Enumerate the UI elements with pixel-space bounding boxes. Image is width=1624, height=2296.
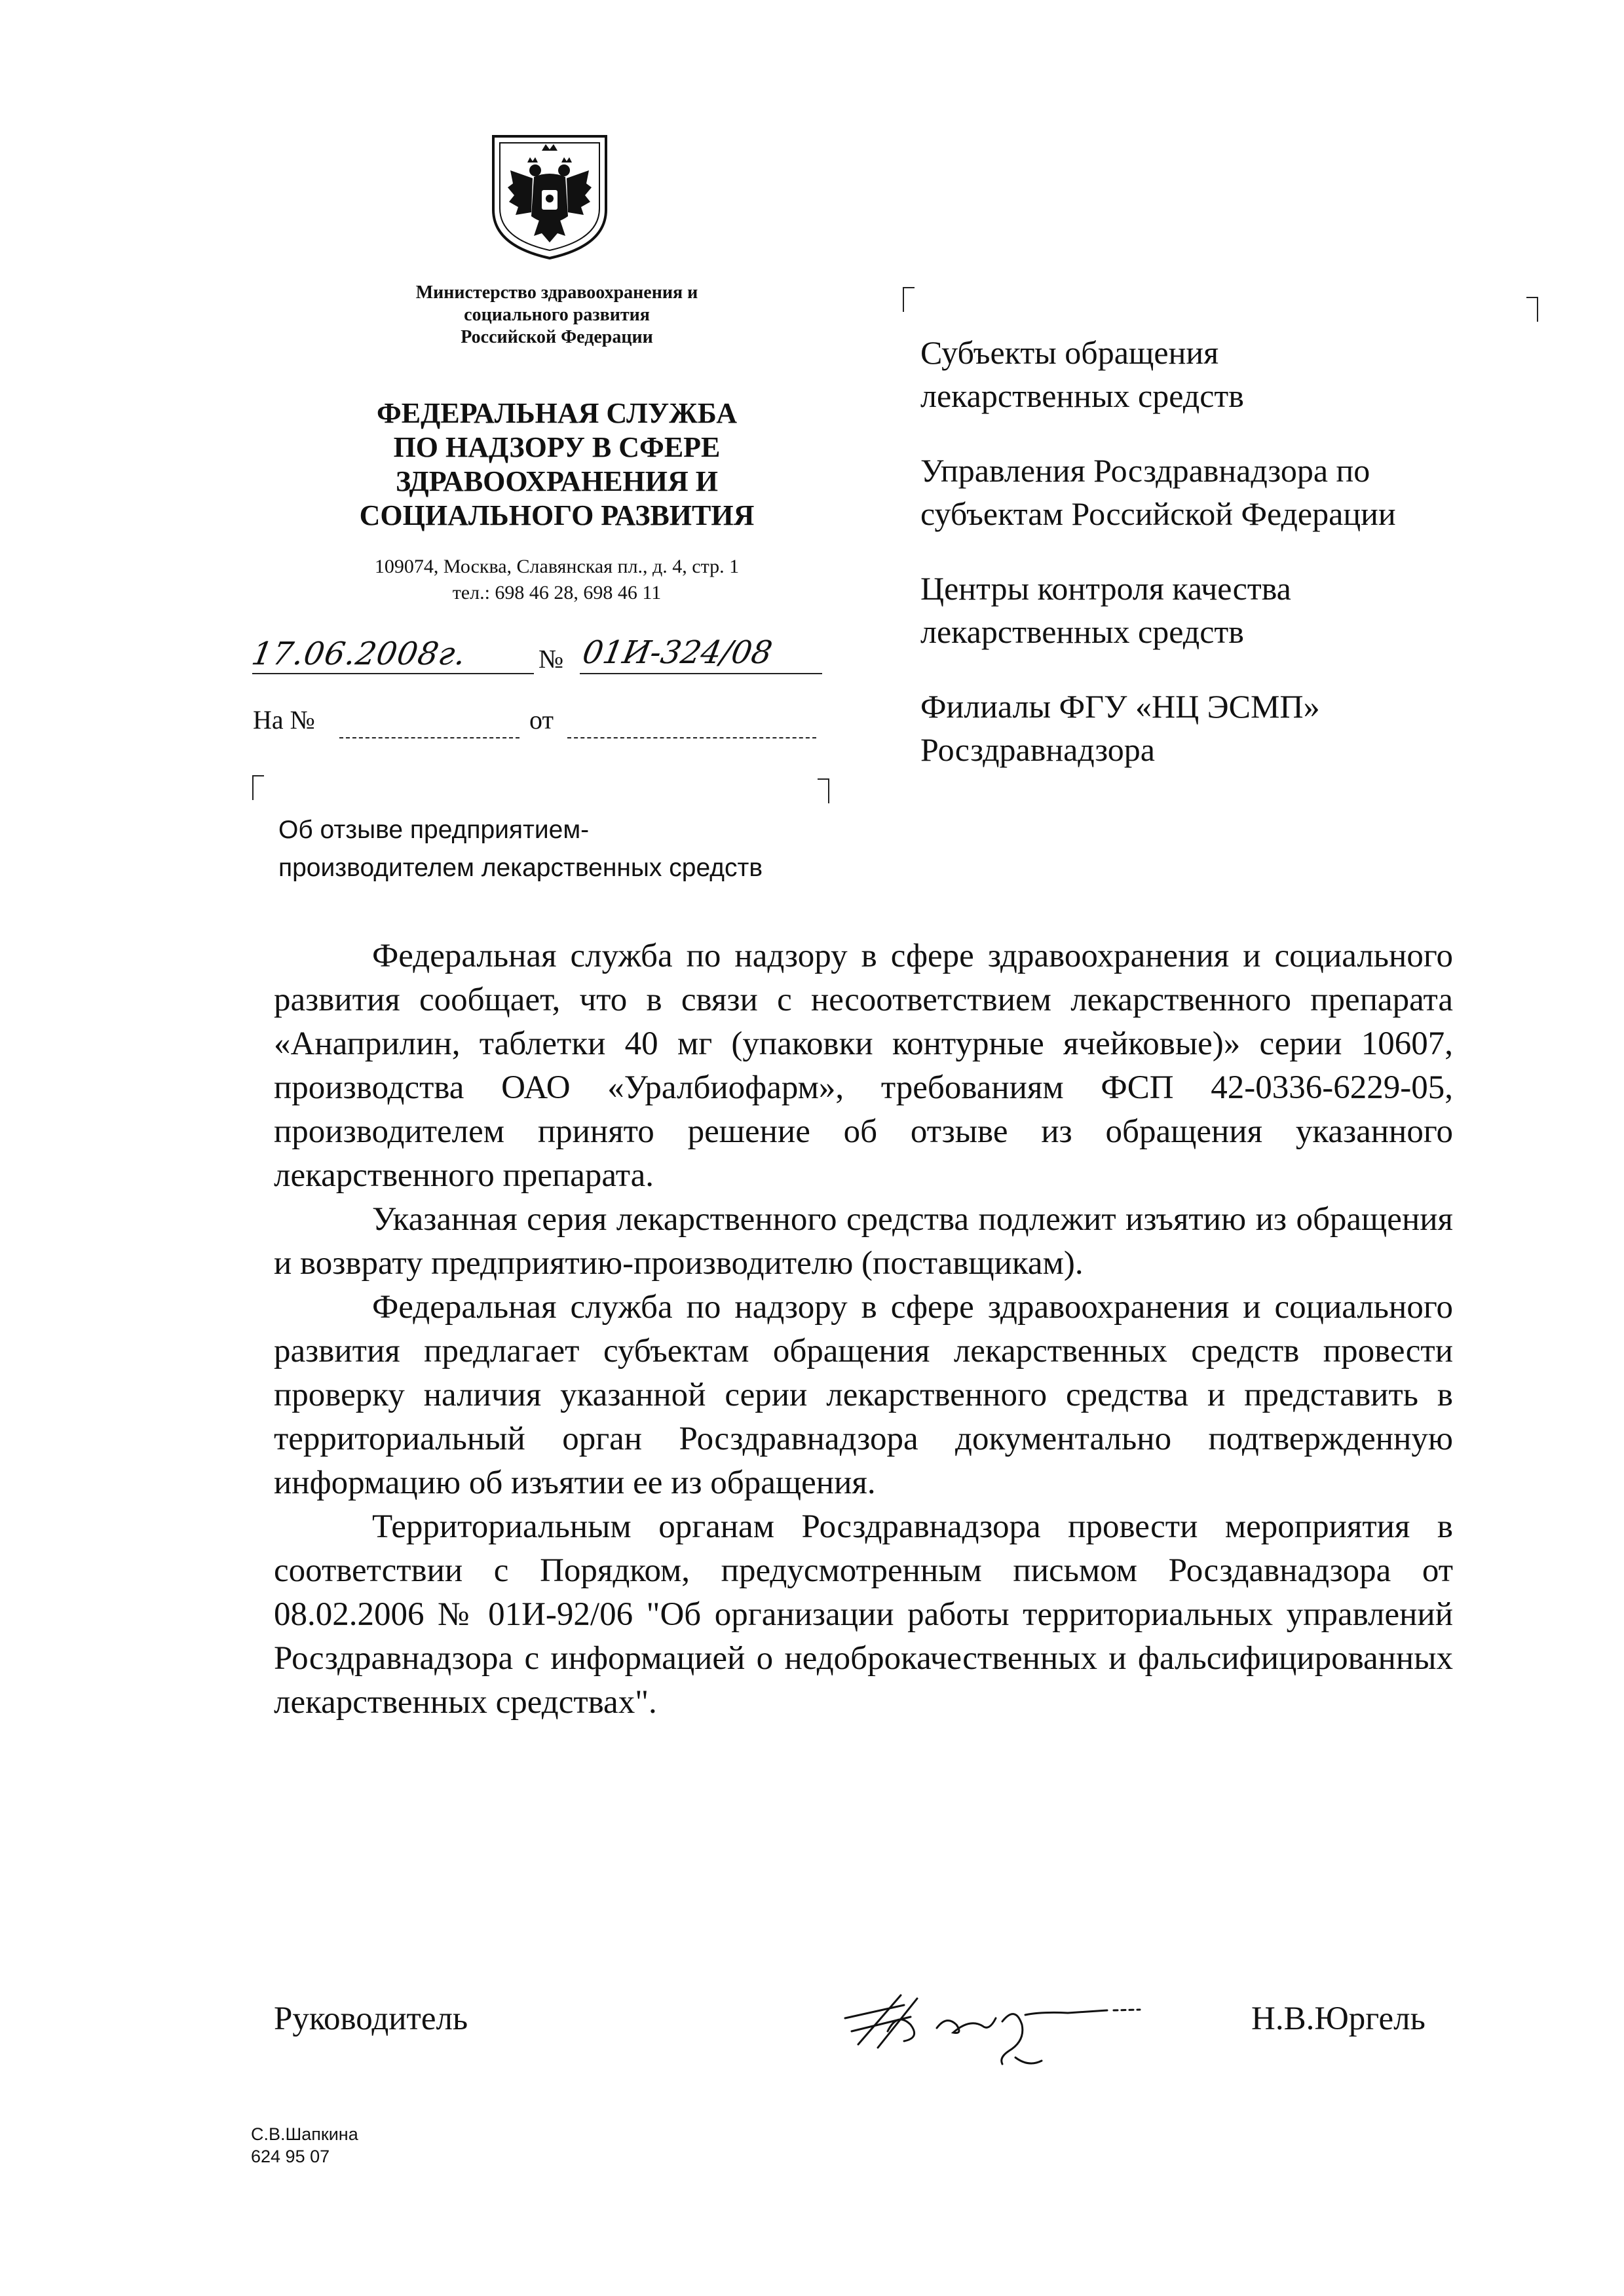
- service-line: ФЕДЕРАЛЬНАЯ СЛУЖБА: [377, 397, 737, 429]
- executor-phone: 624 95 07: [251, 2147, 330, 2166]
- service-address: [288, 554, 825, 606]
- number-underline: [580, 673, 822, 674]
- body-paragraph: Территориальным органам Росздравнадзора провести мероприятия в соответствии с Порядком, предусмотренным письмом Росздавнадзора от 08.02.2006 № 01И-92/06 "Об организации работы территориальных управлений Росздравнадзора с информацией о недоброкачественных и фальсифицированных лекарственных средствах".: [274, 1508, 1453, 1721]
- addressee-item: [920, 685, 1576, 771]
- number-label: №: [538, 644, 564, 674]
- from-label: от: [529, 705, 554, 735]
- handwritten-signature-icon: [832, 1979, 1225, 2077]
- body-paragraph: Федеральная служба по надзору в сфере здравоохранения и социального развития сообщает, что в связи с несоответствием лекарственного препарата «Анаприлин, таблетки 40 мг (упаковки контурные ячейковые)» серии 10607, производства ОАО «Уралбиофарм», требованиям ФСП 42-0336-6229-05, производителем принято решение об отзыве из обращения указанного лекарственного препарата.: [274, 938, 1453, 1194]
- address-line: тел.: 698 46 28, 698 46 11: [452, 582, 662, 603]
- addressee-line: лекарственных средств: [920, 377, 1244, 414]
- addressee-line: Росздравнадзора: [920, 731, 1155, 768]
- addressee-line: лекарственных средств: [920, 613, 1244, 650]
- registration-date: 17.06.2008г.: [249, 636, 470, 672]
- ministry-line: Российской Федерации: [461, 327, 653, 347]
- letter-subject: [278, 811, 868, 887]
- addressee-line: Филиалы ФГУ «НЦ ЭСМП»: [920, 688, 1320, 725]
- subject-bracket-right: [818, 778, 829, 803]
- service-name: [295, 396, 819, 533]
- reference-row: [253, 704, 315, 735]
- signatory-role: Руководитель: [274, 2000, 468, 2037]
- coat-of-arms-icon: [487, 131, 613, 262]
- addressee-item: [920, 449, 1576, 535]
- addressee-line: Субъекты обращения: [920, 334, 1219, 371]
- body-paragraph: Указанная серия лекарственного средства подлежит изъятию из обращения и возврату предприятию-производителю (поставщикам).: [274, 1201, 1453, 1282]
- executor-name: С.В.Шапкина: [251, 2124, 358, 2144]
- date-underline: [252, 673, 534, 674]
- service-line: ПО НАДЗОРУ В СФЕРЕ: [393, 431, 721, 463]
- address-line: 109074, Москва, Славянская пл., д. 4, стр. 1: [374, 556, 740, 577]
- addressee-item: [920, 331, 1576, 417]
- subject-line: производителем лекарственных средств: [278, 854, 763, 882]
- ref-label: На №: [253, 705, 315, 735]
- registration-number: 01И-324/08: [580, 634, 775, 671]
- ref-number-line: [339, 737, 519, 738]
- addressee-bracket-left: [903, 287, 915, 312]
- signatory-name: Н.В.Юргель: [1251, 2000, 1426, 2037]
- ministry-name: [328, 282, 786, 349]
- executor-info: [251, 2123, 358, 2168]
- body-paragraph: Федеральная служба по надзору в сфере здравоохранения и социального развития предлагает субъектам обращения лекарственных средств провести проверку наличия указанной серии лекарственного средства и представить в территориальный орган Росздравнадзора документально подтвержденную информацию об изъятии ее из обращения.: [274, 1289, 1453, 1501]
- service-line: СОЦИАЛЬНОГО РАЗВИТИЯ: [359, 499, 755, 531]
- subject-bracket-left: [252, 775, 264, 800]
- ref-date-line: [567, 737, 816, 738]
- addressee-bracket-right: [1526, 297, 1538, 322]
- subject-line: Об отзыве предприятием-: [278, 816, 590, 844]
- letter-body: [274, 934, 1453, 1725]
- addressee-line: Центры контроля качества: [920, 570, 1291, 607]
- service-line: ЗДРАВООХРАНЕНИЯ И: [395, 465, 718, 497]
- addressee-list: [920, 331, 1576, 803]
- addressee-item: [920, 567, 1576, 653]
- addressee-line: субъектам Российской Федерации: [920, 495, 1396, 532]
- addressee-line: Управления Росздравнадзора по: [920, 452, 1370, 489]
- ministry-line: социального развития: [464, 305, 650, 325]
- ministry-line: Министерство здравоохранения и: [415, 282, 698, 303]
